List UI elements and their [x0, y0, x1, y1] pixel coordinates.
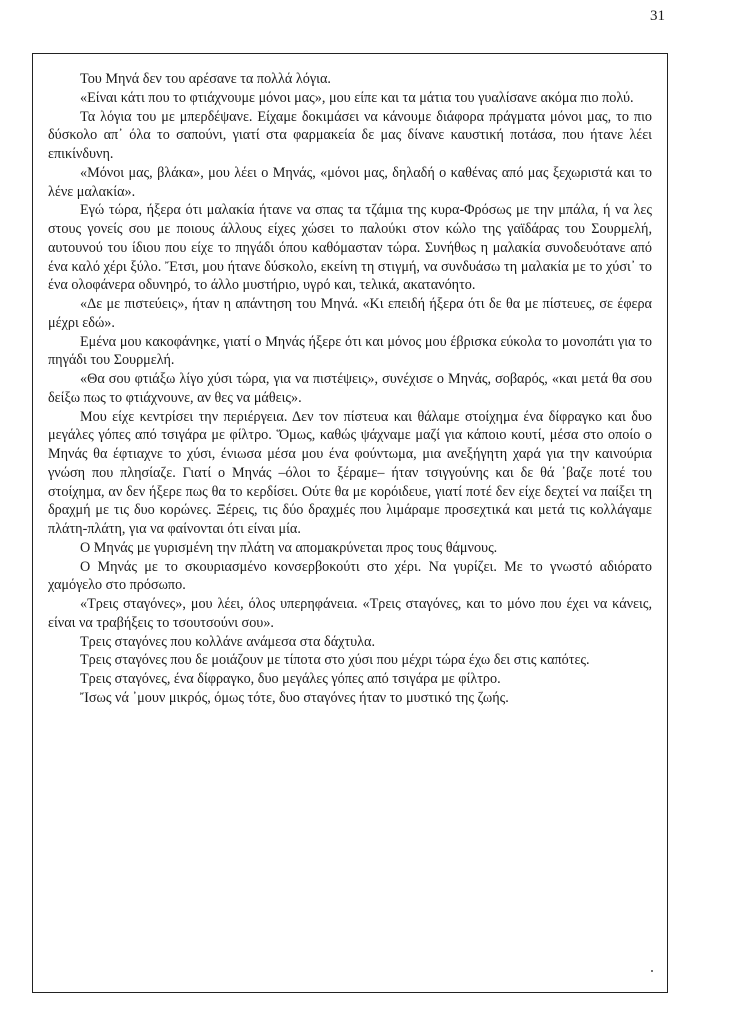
paragraph: Τα λόγια του με μπερδέψανε. Είχαμε δοκιμάσει να κάνουμε διάφορα πράγματα μόνοι μας, το πιο δύσκολο απ᾽ όλα το σαπούνι, γιατί στα φαρμακεία δε μας δίνανε καυστική ποτάσα, που ήτανε λέει επικίνδυνη.	[48, 108, 652, 162]
paragraph: «Δε με πιστεύεις», ήταν η απάντηση του Μηνά. «Κι επειδή ήξερα ότι δε θα με πίστευες, σε έφερα μέχρι εδώ».	[48, 296, 652, 331]
paragraph: Του Μηνά δεν του αρέσανε τα πολλά λόγια.	[80, 71, 331, 87]
paragraph: Τρεις σταγόνες, ένα δίφραγκο, δυο μεγάλες γόπες από τσιγάρα με φίλτρο.	[80, 671, 501, 687]
paragraph: Εγώ τώρα, ήξερα ότι μαλακία ήτανε να σπας τα τζάμια της κυρα-Φρόσως με την μπάλα, ή να λες στους γονείς σου με ποιους άλλους είχες χώσει το παλούκι στον κώλο της γαϊδάρας του Σουρμελή, αυτουνού του ίδιου που είχε το πηγάδι όπου καθόμασταν τώρα. Συνήθως η μαλακία συνοδευότανε από ένα καλό χέρι ξύλο. Ἔτσι, μου ήτανε δύσκολο, εκείνη τη στιγμή, να συνδυάσω τη μαλακία με το χύσι᾽ το ένα ολοφάνερα οδυνηρό, το άλλο μυστήριο, υγρό και, τελικά, ακατανόητο.	[48, 202, 652, 294]
paragraph: Εμένα μου κακοφάνηκε, γιατί ο Μηνάς ήξερε ότι και μόνος μου έβρισκα εύκολα το μονοπάτι για το πηγάδι του Σουρμελή.	[48, 333, 652, 369]
paragraph: Τρεις σταγόνες που δε μοιάζουν με τίποτα στο χύσι που μέχρι τώρα έχω δει στις καπότες.	[80, 652, 590, 669]
paragraph: Μου είχε κεντρίσει την περιέργεια. Δεν τον πίστευα και θάλαμε στοίχημα ένα δίφραγκο και δυο μεγάλες γόπες από τσιγάρα με φίλτρο. Ὅμως, καθώς ψάχναμε μαζί για κάποιο κουτί, μέσα στο οποίο ο Μηνάς θα έφτιαχνε το χύσι, ένιωσα μέσα μου ένα φούντωμα, μια ανεξήγητη χαρά για την καινούρια γνώση που πλησίαζε. Γιατί ο Μηνάς –όλοι το ξέραμε– ήταν τσιγγούνης και δε θά ᾽βαζε ποτέ του στοίχημα, αν δεν ήξερε πως θα το κερδίσει. Ούτε θα με κορόιδευε, γιατί ποτέ δεν είχε δεχτεί να παίξει τη δραχμή με τις δυο κορώνες. Ξέρεις, τις δύο δραχμές που λιμάραμε προσεχτικά και μετά τις κολλάγαμε πλάτη-πλάτη, για να φαίνονται ότι είναι μία.	[48, 408, 652, 537]
paragraph: «Τρεις σταγόνες», μου λέει, όλος υπερηφάνεια. «Τρεις σταγόνες, και το μόνο που έχει να κάνεις, είναι να τραβήξεις το τσουτσούνι σου».	[48, 596, 652, 631]
paragraph: Ἴσως νά ᾽μουν μικρός, όμως τότε, δυο σταγόνες ήταν το μυστικό της ζωής.	[80, 689, 509, 706]
speck-mark	[651, 970, 653, 972]
page-number: 31	[650, 8, 665, 24]
paragraph: Ο Μηνάς με γυρισμένη την πλάτη να απομακρύνεται προς τους θάμνους.	[80, 539, 498, 556]
body-text	[48, 70, 652, 708]
paragraph: «Είναι κάτι που το φτιάχνουμε μόνοι μας», μου είπε και τα μάτια του γυαλίσανε ακόμα πιο πολύ.	[80, 89, 634, 106]
paragraph: Ο Μηνάς με το σκουριασμένο κονσερβοκούτι στο χέρι. Να γυρίζει. Με το γνωστό αδιόρατο χαμόγελο στο πρόσωπο.	[48, 558, 652, 594]
paragraph: Τρεις σταγόνες που κολλάνε ανάμεσα στα δάχτυλα.	[80, 633, 376, 650]
paragraph: «Μόνοι μας, βλάκα», μου λέει ο Μηνάς, «μόνοι μας, δηλαδή ο καθένας από μας ξεχωριστά και το λένε μαλακία».	[48, 164, 652, 200]
paragraph: «Θα σου φτιάξω λίγο χύσι τώρα, για να πιστέψεις», συνέχισε ο Μηνάς, σοβαρός, «και μετά θα σου δείξω πως το φτιάχνουνε, αν θες να μάθεις».	[48, 371, 652, 406]
